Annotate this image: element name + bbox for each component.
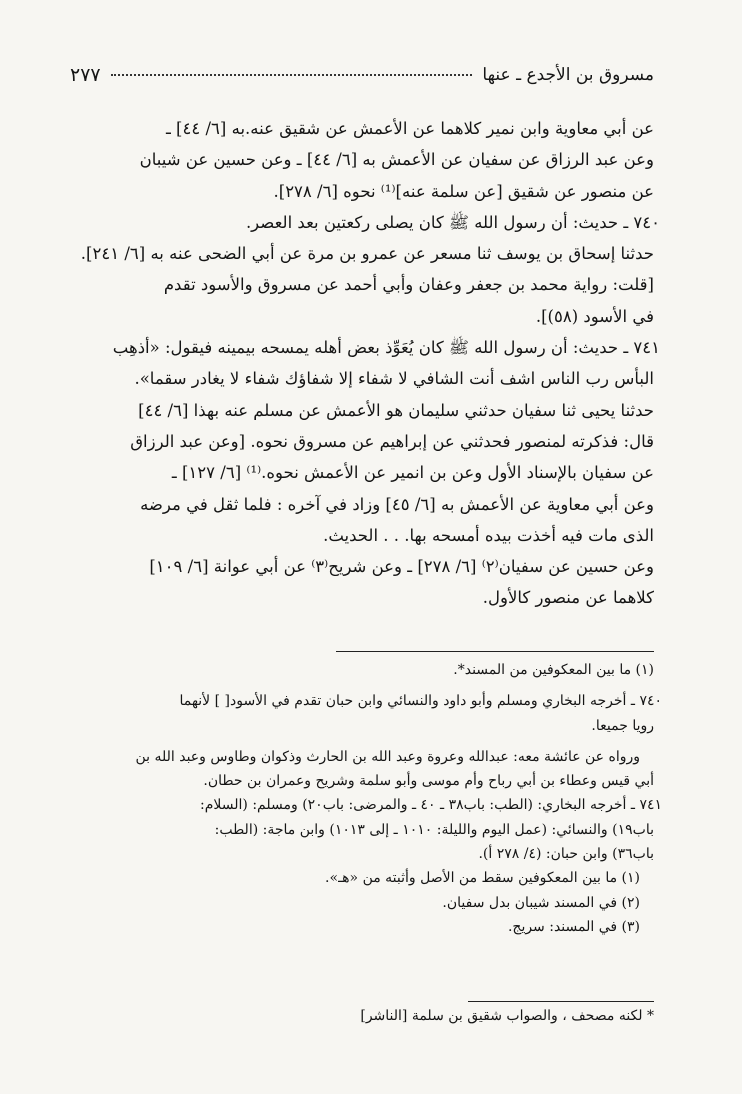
text-line: [قلت: رواية محمد بن جعفر وعفان وأبي أحمد عن مسروق والأسود تقدم — [163, 275, 654, 295]
page-number: ٢٧٧ — [70, 64, 101, 86]
text-line: قال: فذكرته لمنصور فحدثني عن إبراهيم عن مسروق نحوه. [وعن عبد الرزاق — [130, 431, 654, 451]
footnote-line: رويا جميعا. — [591, 717, 654, 734]
text-line: حدثنا يحيى ثنا سفيان حدثني سليمان هو الأعمش عن مسلم عنه بهذا [٦/ ٤٤] — [138, 400, 654, 420]
header-dotted-leader — [111, 74, 473, 76]
footnote-line: باب٣٦) وابن حبان: (٤/ ٢٧٨ أ). — [478, 846, 654, 863]
running-title: مسروق بن الأجدع ـ عنها — [482, 65, 654, 85]
footnote-line: (٣) في المسند: سريج. — [507, 918, 640, 935]
main-text — [70, 113, 660, 614]
text-line: كلاهما عن منصور كالأول. — [482, 588, 654, 608]
publisher-note: * لكنه مصحف ، والصواب شقيق بن سلمة [الناشر] — [360, 1008, 654, 1024]
footnote-line: (١) ما بين المعكوفين سقط من الأصل وأثبته من «هـ». — [325, 870, 640, 887]
text-line: عن سفيان بالإسناد الأول وعن بن انمير عن الأعمش نحوه.⁽¹⁾ [٦/ ١٢٧] ـ — [171, 463, 654, 483]
footnote-line: باب١٩) والنسائي: (عمل اليوم والليلة: ١٠١٠ ـ إلى ١٠١٣) وابن ماجة: (الطب: — [214, 821, 654, 838]
text-line: وعن عبد الرزاق عن سفيان عن الأعمش به [٦/ ٤٤] ـ وعن حسين عن شيبان — [139, 150, 654, 170]
footnote-line: ٧٤٠ ـ أخرجه البخاري ومسلم وأبو داود والنسائي وابن حبان تقدم في الأسود[ ] لأنهما — [179, 693, 662, 710]
page-header — [70, 58, 654, 92]
publisher-note-divider — [468, 1001, 654, 1002]
footnotes — [70, 658, 662, 939]
footnote-divider — [336, 651, 654, 652]
text-line: الذى مات فيه أخذت بيده أمسحه بها. . . الحديث. — [323, 525, 654, 545]
footnote-line: (١) ما بين المعكوفين من المسند*. — [453, 662, 654, 678]
text-line: وعن حسين عن سفيان⁽٢⁾ [٦/ ٢٧٨] ـ وعن شريح⁽٣⁾ عن أبي عوانة [٦/ ١٠٩] — [149, 557, 654, 577]
text-line: البأس رب الناس اشف أنت الشافي لا شفاء إلا شفاؤك شفاء لا يغادر سقما». — [134, 369, 654, 389]
footnote-line: (٢) في المسند شيبان بدل سفيان. — [442, 894, 640, 911]
footnote-line: ٧٤١ ـ أخرجه البخاري: (الطب: باب٣٨ ـ ٤٠ ـ والمرضى: باب٢٠) ومسلم: (السلام: — [200, 797, 662, 814]
text-line: عن منصور عن شقيق [عن سلمة عنه]⁽¹⁾ نحوه [٦/ ٢٧٨]. — [273, 181, 654, 201]
footnote-line: ورواه عن عائشة معه: عبدالله وعروة وعبد الله بن الحارث وذكوان وطاوس وعبد الله بن — [135, 748, 640, 765]
text-line: وعن أبي معاوية عن الأعمش به [٦/ ٤٥] وزاد في آخره : فلما ثقل في مرضه — [140, 494, 654, 514]
text-line: عن أبي معاوية وابن نمير كلاهما عن الأعمش عن شقيق عنه.به [٦/ ٤٤] ـ — [165, 119, 654, 138]
text-line: حدثنا إسحاق بن يوسف ثنا مسعر عن عمرو بن مرة عن أبي الضحى عنه به [٦/ ٢٤١]. — [80, 244, 654, 264]
hadith-740-heading: ٧٤٠ ـ حديث: أن رسول الله ﷺ كان يصلى ركعتين بعد العصر. — [245, 212, 660, 232]
footnote-line: أبي قيس وعطاء بن أبي رباح وأم موسى وأبو سلمة وشريح وعمران بن حطان. — [203, 773, 654, 790]
text-line: في الأسود (٥٨)]. — [535, 306, 654, 326]
hadith-741-heading: ٧٤١ ـ حديث: أن رسول الله ﷺ كان يُعَوِّذ بعض أهله يمسحه بيمينه فيقول: «أذهِب — [112, 338, 660, 358]
